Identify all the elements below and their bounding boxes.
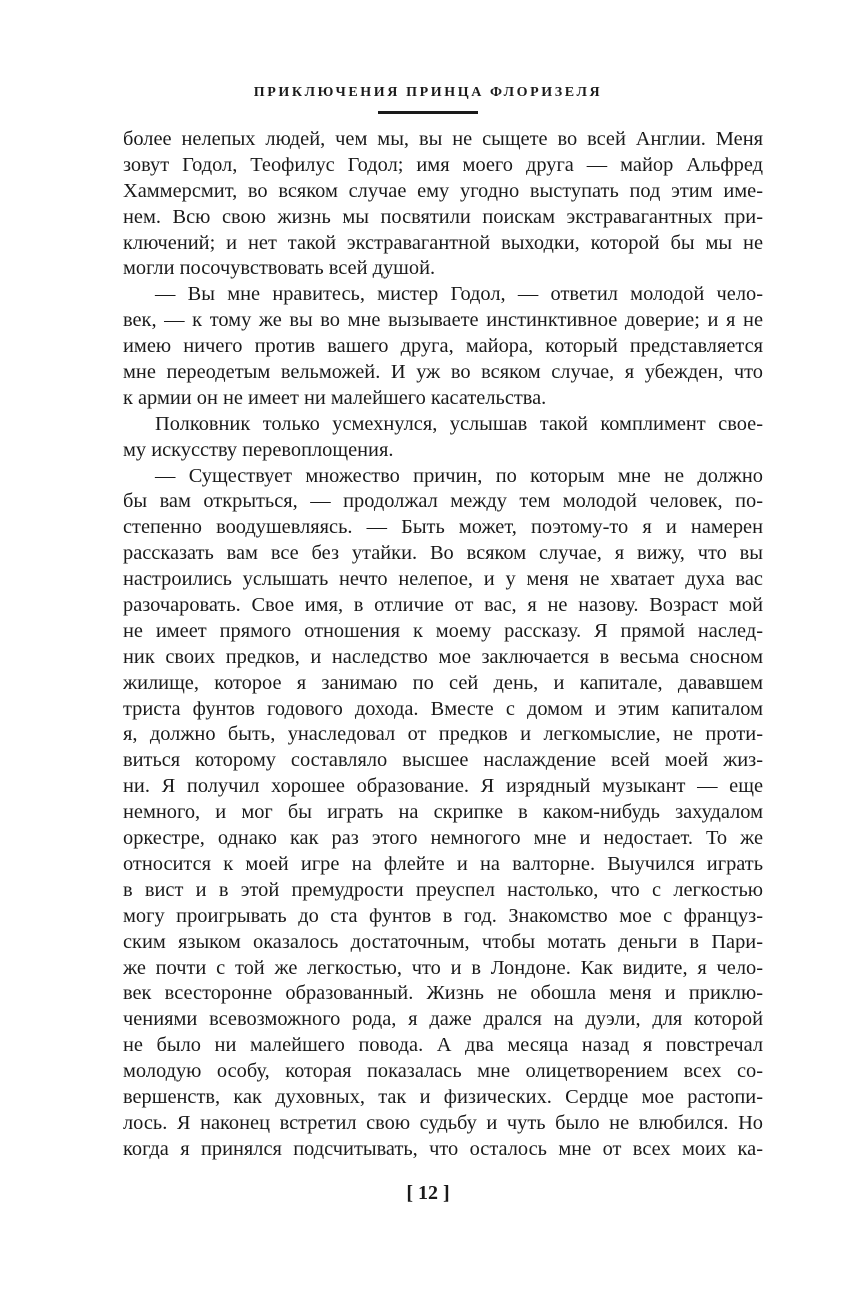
text-line: когда я принялся подсчитывать, что осталось мне от всех моих ка-: [123, 1137, 763, 1160]
text-line: виться которому составляло высшее наслаждение всей моей жиз-: [123, 749, 763, 772]
text-line: относится к моей игре на флейте и на валторне. Выучился играть: [123, 852, 763, 875]
page-number: [ 12 ]: [406, 1182, 450, 1204]
text-line: ни. Я получил хорошее образование. Я изрядный музыкант — еще: [123, 775, 763, 798]
text-line: мне переодетым вельможей. И уж во всяком случае, я убежден, что: [123, 361, 763, 384]
text-line: не имеет прямого отношения к моему рассказу. Я прямой наслед-: [123, 619, 763, 642]
paragraph: [123, 282, 763, 411]
text-line: век, — к тому же вы во мне вызываете инстинктивное доверие; и я не: [123, 309, 763, 332]
text-line: степенно воодушевляясь. — Быть может, поэтому-то я и намерен: [123, 516, 763, 539]
text-line: жилище, которое я занимаю по сей день, и капитале, дававшем: [123, 671, 763, 694]
text-line: могу проигрывать до ста фунтов в год. Знакомство мое с француз-: [123, 904, 763, 927]
text-line: немного, и мог бы играть на скрипке в каком-нибудь захудалом: [123, 801, 763, 824]
text-line: — Вы мне нравитесь, мистер Годол, — ответил молодой чело-: [155, 283, 763, 306]
text-line: зовут Годол, Теофилус Годол; имя моего друга — майор Альфред: [123, 153, 763, 176]
text-line: век всесторонне образованный. Жизнь не обошла меня и приклю-: [123, 982, 763, 1005]
text-line: рассказать вам все без утайки. Во всяком случае, я вижу, что вы: [123, 542, 763, 565]
text-line: триста фунтов годового дохода. Вместе с домом и этим капиталом: [123, 697, 763, 720]
paragraph: [123, 127, 763, 282]
text-line: к армии он не имеет ни малейшего касательства.: [123, 386, 547, 409]
text-line: же почти с той же легкостью, что и в Лондоне. Как видите, я чело-: [123, 956, 763, 979]
text-line: Хаммерсмит, во всяком случае ему угодно выступать под этим име-: [123, 179, 763, 202]
text-line: — Существует множество причин, по которым мне не должно: [155, 464, 763, 487]
text-line: чениями всевозможного рода, я даже дрался на дуэли, для которой: [123, 1008, 763, 1031]
text-line: Полковник только усмехнулся, услышав такой комплимент свое-: [155, 412, 763, 435]
text-line: более нелепых людей, чем мы, вы не сыщете во всей Англии. Меня: [123, 128, 763, 150]
text-line: я, должно быть, унаследовал от предков и легкомыслие, не проти-: [123, 723, 763, 746]
text-line: ник своих предков, и наследство мое заключается в весьма сносном: [123, 645, 763, 668]
text-line: оркестре, однако как раз этого немногого мне и недостает. То же: [123, 827, 763, 850]
text-line: в вист и в этой премудрости преуспел настолько, что с легкостью: [123, 878, 763, 901]
text-line: му искусству перевоплощения.: [123, 438, 394, 461]
text-line: молодую особу, которая показалась мне олицетворением всех со-: [123, 1060, 763, 1083]
paragraph: [123, 464, 763, 1163]
text-line: настроились услышать нечто нелепое, и у меня не хватает духа вас: [123, 568, 763, 591]
text-line: не было ни малейшего повода. А два месяца назад я повстречал: [123, 1034, 763, 1057]
text-line: нем. Всю свою жизнь мы посвятили поискам экстравагантных при-: [123, 205, 763, 228]
text-line: лось. Я наконец встретил свою судьбу и чуть было не влюбился. Но: [123, 1111, 763, 1134]
text-line: разочаровать. Свое имя, в отличие от вас, я не назову. Возраст мой: [123, 594, 763, 617]
text-line: ключений; и нет такой экстравагантной выходки, которой бы мы не: [123, 231, 763, 254]
text-line: вершенств, как духовных, так и физических. Сердце мое растопи-: [123, 1085, 763, 1108]
running-head: ПРИКЛЮЧЕНИЯ ПРИНЦА ФЛОРИЗЕЛЯ: [253, 85, 603, 100]
running-head-rule: [378, 111, 478, 114]
text-line: бы вам открыться, — продолжал между тем молодой человек, по-: [123, 490, 763, 513]
body-text: [123, 127, 763, 1163]
text-line: ским языком оказалось достаточным, чтобы мотать деньги в Пари-: [123, 930, 763, 953]
text-line: могли посочувствовать всей душой.: [123, 257, 436, 280]
text-line: имею ничего против вашего друга, майора, который представляется: [123, 335, 763, 358]
paragraph: [123, 412, 763, 464]
